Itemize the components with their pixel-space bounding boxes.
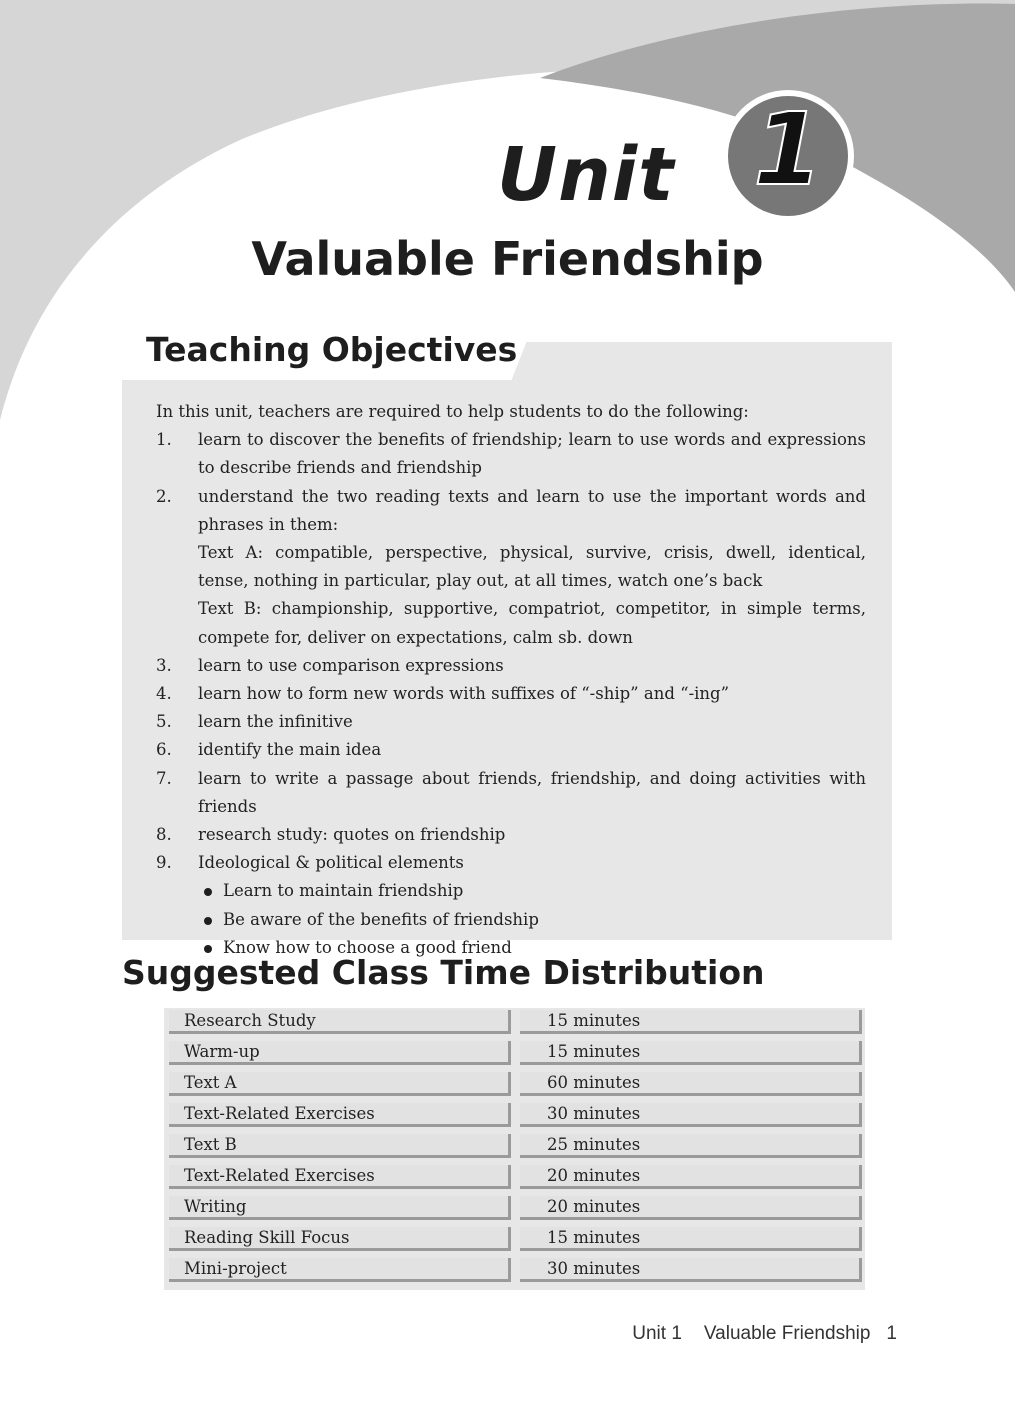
table-row [164, 1039, 865, 1067]
activity-cell: Text A [169, 1072, 511, 1096]
objective-text: research study: quotes on friendship [198, 825, 506, 845]
objective-number: 6. [156, 740, 172, 760]
duration-cell: 20 minutes [520, 1165, 862, 1189]
objective-item [156, 483, 866, 652]
bullet-dot-icon [204, 888, 212, 896]
unit-number-badge [722, 90, 854, 222]
bullet-item [198, 906, 866, 934]
text-b-vocabulary: Text B: championship, supportive, compatriot, competitor, in simple terms, compete for, deliver on expectations, calm sb. down [198, 599, 866, 647]
bullet-dot-icon [204, 917, 212, 925]
objective-number: 1. [156, 430, 172, 450]
objective-number: 5. [156, 712, 172, 732]
text-a-vocabulary: Text A: compatible, perspective, physical, survive, crisis, dwell, identical, tense, nothing in particular, play out, at all times, watch one’s back [198, 543, 866, 591]
objective-text: identify the main idea [198, 740, 382, 760]
objective-number: 4. [156, 684, 172, 704]
objective-text: learn to use comparison expressions [198, 655, 504, 675]
activity-cell: Text B [169, 1134, 511, 1158]
duration-cell: 20 minutes [520, 1196, 862, 1220]
time-distribution-table [164, 1008, 865, 1290]
activity-cell: Reading Skill Focus [169, 1227, 511, 1251]
duration-cell: 15 minutes [520, 1041, 862, 1065]
footer-unit: Unit 1 [632, 1323, 682, 1344]
activity-cell: Research Study [169, 1010, 511, 1034]
objective-item [156, 765, 866, 821]
activity-cell: Text-Related Exercises [169, 1165, 511, 1189]
objective-text: learn how to form new words with suffixes of “-ship” and “-ing” [198, 684, 730, 704]
objective-text: Ideological & political elements [198, 853, 464, 873]
objective-text: learn to write a passage about friends, friendship, and doing activities with friends [198, 768, 866, 816]
objective-item [156, 680, 866, 708]
objective-item [156, 821, 866, 849]
activity-cell: Text-Related Exercises [169, 1103, 511, 1127]
table-row [164, 1163, 865, 1191]
bullet-item [198, 877, 866, 905]
objective-item [156, 708, 866, 736]
page-footer [632, 1323, 897, 1346]
activity-cell: Mini-project [169, 1258, 511, 1282]
objective-text: learn the infinitive [198, 712, 353, 732]
unit-title: Valuable Friendship [251, 232, 764, 286]
objective-number: 8. [156, 825, 172, 845]
unit-number-circle [728, 91, 848, 216]
duration-cell: 15 minutes [520, 1227, 862, 1251]
objective-item [156, 849, 866, 962]
objectives-list [156, 398, 866, 962]
objective-item [156, 426, 866, 482]
duration-cell: 25 minutes [520, 1134, 862, 1158]
table-row [164, 1008, 865, 1036]
table-row [164, 1225, 865, 1253]
objective-number: 9. [156, 853, 172, 873]
objective-item [156, 652, 866, 680]
ideological-bullets [198, 877, 866, 962]
objective-number: 2. [156, 486, 172, 506]
footer-title: Valuable Friendship [703, 1323, 871, 1344]
activity-cell: Warm-up [169, 1041, 511, 1065]
objective-item [156, 736, 866, 764]
duration-cell: 30 minutes [520, 1103, 862, 1127]
bullet-dot-icon [204, 945, 212, 953]
table-row [164, 1070, 865, 1098]
activity-cell: Writing [169, 1196, 511, 1220]
duration-cell: 30 minutes [520, 1258, 862, 1282]
table-row [164, 1194, 865, 1222]
objectives-heading: Teaching Objectives [146, 330, 518, 369]
time-distribution-heading: Suggested Class Time Distribution [122, 953, 765, 992]
table-row [164, 1101, 865, 1129]
objectives-intro: In this unit, teachers are required to help students to do the following: [156, 402, 749, 421]
table-row [164, 1256, 865, 1284]
duration-cell: 60 minutes [520, 1072, 862, 1096]
bullet-text: Know how to choose a good friend [223, 937, 512, 957]
unit-label: Unit [497, 132, 675, 218]
objective-number: 3. [156, 655, 172, 675]
bullet-text: Be aware of the benefits of friendship [223, 909, 539, 929]
objective-text: learn to discover the benefits of friendship; learn to use words and expressions to describe friends and friendship [198, 430, 866, 478]
duration-cell: 15 minutes [520, 1010, 862, 1034]
bullet-text: Learn to maintain friendship [223, 881, 464, 901]
objective-number: 7. [156, 768, 172, 788]
unit-number: 1 [753, 91, 823, 208]
table-row [164, 1132, 865, 1160]
objective-text: understand the two reading texts and learn to use the important words and phrases in them: [198, 486, 866, 534]
page-number: 1 [886, 1323, 897, 1344]
